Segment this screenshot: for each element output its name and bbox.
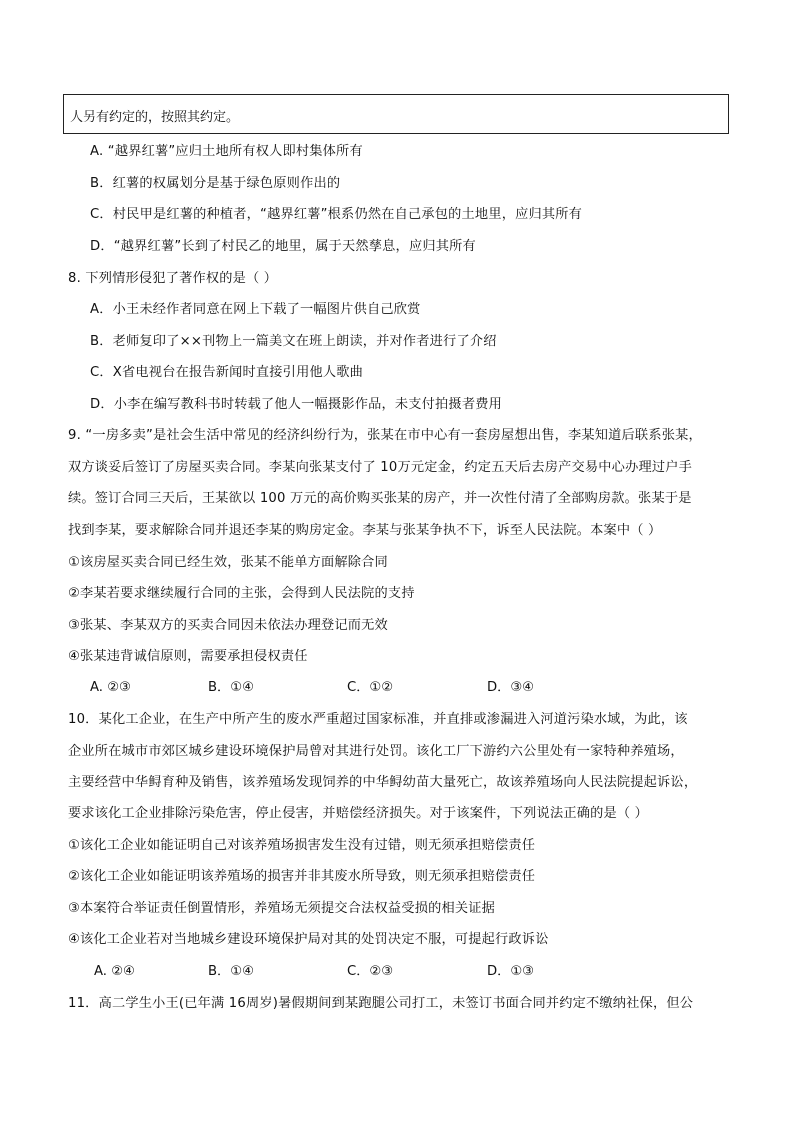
q10-statement-4: ④该化工企业若对当地城乡建设环境保护局对其的处罚决定不服，可提起行政诉讼 xyxy=(68,932,549,947)
q10-statement-1: ①该化工企业如能证明自己对该养殖场损害发生没有过错，则无须承担赔偿责任 xyxy=(68,838,536,853)
q9-statement-3: ③张某、李某双方的买卖合同因未依法办理登记而无效 xyxy=(68,618,388,633)
q9-stem-line-4: 找到李某，要求解除合同并退还李某的购房定金。李某与张某争执不下，诉至人民法院。本案中（ ） xyxy=(68,523,662,538)
q8-option-d: D．小李在编写教科书时转载了他人一幅摄影作品，未支付拍摄者费用 xyxy=(90,397,502,412)
q10-choice-c: C．②③ xyxy=(347,964,394,979)
q9-choice-c: C．①② xyxy=(347,680,394,695)
q7-option-b: B．红薯的权属划分是基于绿色原则作出的 xyxy=(90,176,341,191)
q9-choice-b: B．①④ xyxy=(208,680,254,695)
q8-option-b: B．老师复印了××刊物上一篇美文在班上朗读，并对作者进行了介绍 xyxy=(90,334,497,349)
q7-option-c: C．村民甲是红薯的种植者，“越界红薯”根系仍然在自己承包的土地里，应归其所有 xyxy=(90,207,583,222)
q7-option-a: A. “越界红薯”应归土地所有权人即村集体所有 xyxy=(90,144,363,159)
q9-stem-line-3: 续。签订合同三天后，王某欲以 100 万元的高价购买张某的房产，并一次性付清了全部购房款。张某于是 xyxy=(68,491,692,506)
q8-stem: 8. 下列情形侵犯了著作权的是（ ） xyxy=(68,271,278,286)
q10-choice-a: A. ②④ xyxy=(94,964,135,979)
boxed-text: 人另有约定的，按照其约定。 xyxy=(70,110,240,125)
q10-statement-3: ③本案符合举证责任倒置情形，养殖场无须提交合法权益受损的相关证据 xyxy=(68,901,496,916)
q10-stem-line-2: 企业所在城市市郊区城乡建设环境保护局曾对其进行处罚。该化工厂下游约六公里处有一家特种养殖场， xyxy=(68,744,684,759)
q9-choice-d: D．③④ xyxy=(487,680,534,695)
q8-option-c: C．X省电视台在报告新闻时直接引用他人歌曲 xyxy=(90,365,364,380)
q9-statement-1: ①该房屋买卖合同已经生效，张某不能单方面解除合同 xyxy=(68,555,388,570)
q10-stem-line-4: 要求该化工企业排除污染危害，停止侵害，并赔偿经济损失。对于该案件，下列说法正确的是（ ） xyxy=(68,806,649,821)
q10-statement-2: ②该化工企业如能证明该养殖场的损害并非其废水所导致，则无须承担赔偿责任 xyxy=(68,869,536,884)
q10-stem-line-1: 10．某化工企业，在生产中所产生的废水严重超过国家标准，并直排或渗漏进入河道污染水域，为此，该 xyxy=(68,712,688,727)
q9-stem-line-2: 双方谈妥后签订了房屋买卖合同。李某向张某支付了 10万元定金，约定五天后去房产交易中心办理过户手 xyxy=(68,460,693,475)
q9-choice-a: A. ②③ xyxy=(90,680,131,695)
q9-statement-2: ②李某若要求继续履行合同的主张，会得到人民法院的支持 xyxy=(68,586,415,601)
q11-stem-line-1: 11．高二学生小王(已年满 16周岁)暑假期间到某跑腿公司打工，未签订书面合同并约定不缴纳社保，但公 xyxy=(68,996,694,1011)
q9-stem-line-1: 9. “一房多卖”是社会生活中常见的经济纠纷行为，张某在市中心有一套房屋想出售，李某知道后联系张某， xyxy=(68,428,702,443)
q9-statement-4: ④张某违背诚信原则，需要承担侵权责任 xyxy=(68,649,308,664)
q10-choice-b: B．①④ xyxy=(208,964,254,979)
q10-choice-d: D．①③ xyxy=(487,964,534,979)
q8-option-a: A．小王未经作者同意在网上下载了一幅图片供自己欣赏 xyxy=(90,302,421,317)
q7-option-d: D．“越界红薯”长到了村民乙的地里，属于天然孳息，应归其所有 xyxy=(90,239,476,254)
quoted-text-box xyxy=(63,94,729,134)
q10-stem-line-3: 主要经营中华鲟育种及销售，该养殖场发现饲养的中华鲟幼苗大量死亡，故该养殖场向人民法院提起诉讼， xyxy=(68,775,698,790)
